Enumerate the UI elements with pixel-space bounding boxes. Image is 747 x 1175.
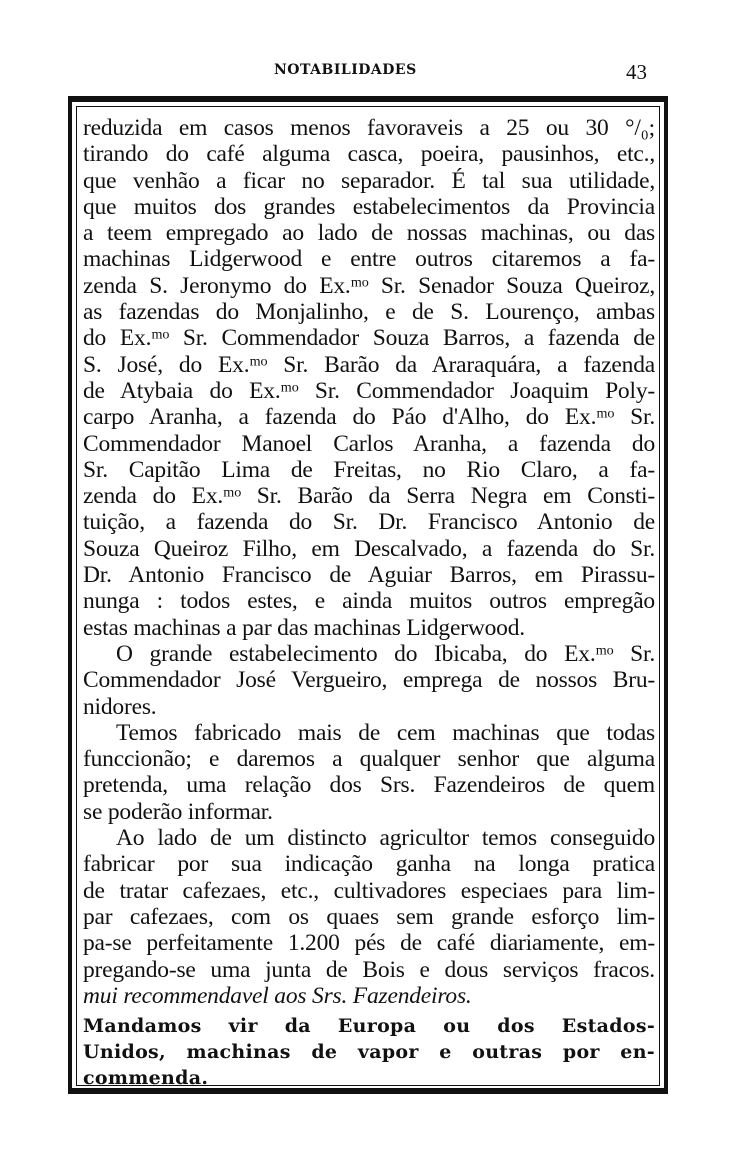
- page-number: 43: [626, 60, 647, 84]
- text-line: estas machinas a par das machinas Lidgerwood.: [83, 614, 525, 641]
- text-line: tuição, a fazenda do Sr. Dr. Francisco Antonio de: [83, 509, 655, 536]
- text-line: carpo Aranha, a fazenda do Páo d'Alho, do Ex.ᵐᵒ Sr.: [83, 404, 655, 431]
- text-line: pa-se perfeitamente 1.200 pés de café diariamente, em-: [83, 930, 655, 957]
- text-line: de Atybaia do Ex.ᵐᵒ Sr. Commendador Joaquim Poly-: [83, 377, 655, 404]
- text-line: Souza Queiroz Filho, em Descalvado, a fazenda do Sr.: [83, 535, 655, 562]
- text-line: que muitos dos grandes estabelecimentos da Provincia: [83, 193, 655, 220]
- text-line: nidores.: [83, 693, 157, 720]
- text-line: funccionão; e daremos a qualquer senhor que alguma: [83, 746, 655, 773]
- notice-block: [83, 1013, 655, 1091]
- text-line: a teem empregado ao lado de nossas machinas, ou das: [83, 220, 655, 247]
- text-line: do Ex.ᵐᵒ Sr. Commendador Souza Barros, a fazenda de: [83, 325, 655, 352]
- text-line: que venhão a ficar no separador. É tal sua utilidade,: [83, 167, 655, 194]
- notice-line: Unidos, machinas de vapor e outras por en-: [83, 1041, 655, 1063]
- text-line: O grande estabelecimento do Ibicaba, do Ex.ᵐᵒ Sr.: [116, 640, 655, 667]
- text-line: se poderão informar.: [83, 798, 273, 825]
- notice-line: commenda.: [83, 1067, 209, 1089]
- text-line: Sr. Capitão Lima de Freitas, no Rio Claro, a fa-: [83, 456, 655, 483]
- text-line: tirando do café alguma casca, poeira, pausinhos, etc.,: [83, 141, 655, 168]
- text-line: mui recommendavel aos Srs. Fazendeiros.: [83, 982, 472, 1009]
- text-line: Commendador Manoel Carlos Aranha, a fazenda do: [83, 430, 655, 457]
- text-line: zenda S. Jeronymo do Ex.ᵐᵒ Sr. Senador Souza Queiroz,: [83, 272, 655, 299]
- text-line: par cafezaes, com os quaes sem grande esforço lim-: [83, 903, 655, 930]
- text-line: machinas Lidgerwood e entre outros citaremos a fa-: [83, 246, 655, 273]
- notice-line: Mandamos vir da Europa ou dos Estados-: [83, 1015, 655, 1037]
- body-text: [83, 115, 655, 1009]
- running-title: NOTABILIDADES: [274, 62, 417, 78]
- text-line: Temos fabricado mais de cem machinas que todas: [116, 719, 655, 746]
- text-line: Dr. Antonio Francisco de Aguiar Barros, em Pirassu-: [83, 562, 655, 589]
- text-line: as fazendas do Monjalinho, e de S. Lourenço, ambas: [83, 299, 655, 326]
- text-line: reduzida em casos menos favoraveis a 25 ou 30 °/₀;: [83, 115, 655, 141]
- text-line: Commendador José Vergueiro, emprega de nossos Bru-: [83, 667, 655, 694]
- text-line: S. José, do Ex.ᵐᵒ Sr. Barão da Araraquára, a fazenda: [83, 351, 655, 378]
- text-line: pretenda, uma relação dos Srs. Fazendeiros de quem: [83, 772, 655, 799]
- running-head: [0, 60, 747, 90]
- text-line: de tratar cafezaes, etc., cultivadores especiaes para lim-: [83, 877, 655, 904]
- text-line: zenda do Ex.ᵐᵒ Sr. Barão da Serra Negra em Consti-: [83, 483, 655, 510]
- text-line: fabricar por sua indicação ganha na longa pratica: [83, 851, 655, 878]
- text-line: pregando-se uma junta de Bois e dous serviços fracos.: [83, 956, 655, 983]
- text-line: nunga : todos estes, e ainda muitos outros empregão: [83, 588, 655, 615]
- text-line: Ao lado de um distincto agricultor temos conseguido: [116, 825, 655, 852]
